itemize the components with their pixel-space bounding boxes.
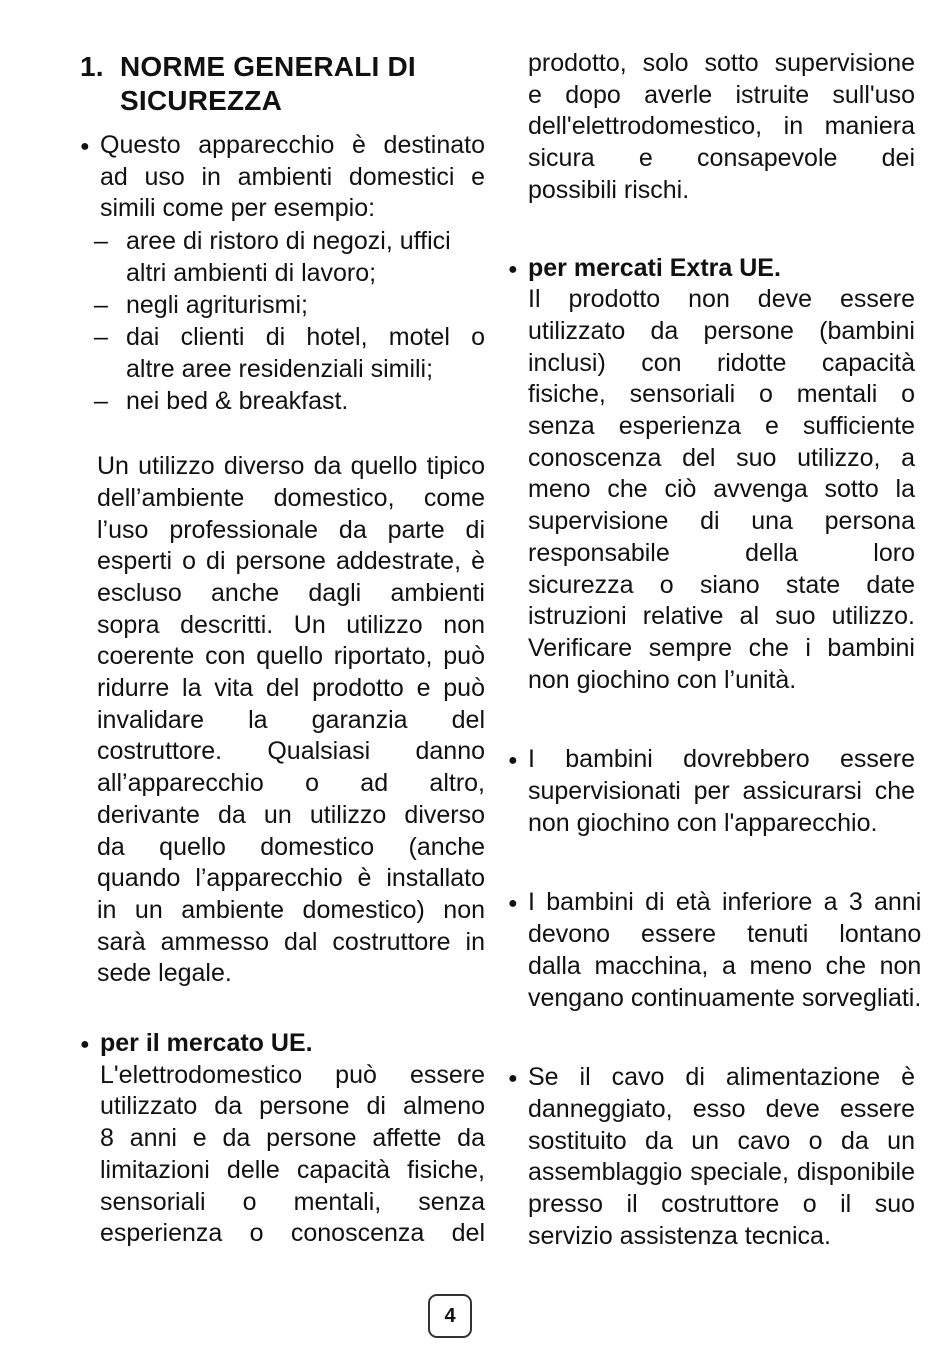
text-line: esperienza o conoscenza del <box>100 1219 485 1248</box>
text-line: esperti o di persone addestrate, è <box>97 547 485 576</box>
bullet-dot-icon: ● <box>508 1070 518 1088</box>
bullet-body <box>100 130 485 225</box>
text-line: negli agriturismi; <box>126 291 309 320</box>
text-line: senza esperienza e sufficiente <box>528 412 915 441</box>
list-item <box>80 321 485 385</box>
text-line: dell’ambiente domestico, come <box>97 483 485 512</box>
dash-icon: – <box>94 387 108 416</box>
text-line: all’apparecchio o ad altro, <box>97 769 485 798</box>
bullet-body <box>528 253 915 697</box>
text-line: responsabile della loro <box>528 538 915 567</box>
text-line: sede legale. <box>97 959 232 988</box>
text-line: sarà ammesso dal costruttore in <box>97 927 485 956</box>
text-line: sostituito da un cavo o da un <box>528 1126 915 1155</box>
text-line: 8 anni e da persone affette da <box>100 1124 485 1153</box>
text-line: Un utilizzo diverso da quello tipico <box>97 452 485 481</box>
text-line: sicurezza o siano state date <box>528 570 915 599</box>
bullet-body <box>528 744 915 839</box>
text-line: danneggiato, esso deve essere <box>528 1094 915 1123</box>
text-line: I bambini dovrebbero essere <box>528 745 915 774</box>
dash-icon: – <box>94 291 108 320</box>
text-line: limitazioni delle capacità fisiche, <box>100 1155 485 1184</box>
section-number: 1. <box>80 51 104 82</box>
text-line: fisiche, sensoriali o mentali o <box>528 380 915 409</box>
text-line: Il prodotto non deve essere <box>528 285 915 314</box>
section-title-line: NORME GENERALI DI <box>120 51 416 82</box>
dash-icon: – <box>94 323 108 352</box>
bullet-eu-market <box>80 1028 485 1250</box>
text-line: quando l’apparecchio è installato <box>97 864 485 893</box>
bullet-power-cable <box>508 1062 915 1252</box>
text-line: da quello domestico (anche <box>97 832 485 861</box>
environment-list <box>80 225 485 417</box>
text-line: istruzioni relative al suo utilizzo. <box>528 602 915 631</box>
list-item <box>80 385 485 417</box>
text-line: non giochino con l’unità. <box>528 665 797 694</box>
usage-paragraph <box>80 451 485 990</box>
text-line: supervisione di una persona <box>528 507 915 536</box>
bullet-dot-icon: ● <box>508 895 518 913</box>
text-line: non giochino con l'apparecchio. <box>528 808 878 837</box>
text-line: Verificare sempre che i bambini <box>528 633 915 662</box>
bullet-body <box>528 887 921 1014</box>
text-line: altri ambienti di lavoro; <box>126 259 377 288</box>
continued-paragraph <box>508 48 915 207</box>
text-line: dell'elettrodomestico, in maniera <box>528 112 915 141</box>
bullet-intended-use <box>80 130 485 225</box>
section-title-line: SICUREZZA <box>120 85 283 116</box>
text-line: nei bed & breakfast. <box>126 387 349 416</box>
text-line: Questo apparecchio è destinato <box>100 131 485 159</box>
bullet-dot-icon: ● <box>508 752 518 770</box>
text-line: aree di ristoro di negozi, uffici <box>126 227 451 256</box>
text-line: escluso anche dagli ambienti <box>97 578 485 607</box>
text-line: vengano continuamente sorvegliati. <box>528 983 922 1012</box>
text-line: sicura e consapevole dei <box>528 144 915 173</box>
text-line: utilizzato da persone di almeno <box>100 1092 485 1121</box>
text-line: assemblaggio speciale, disponibile <box>528 1158 915 1187</box>
text-line: inclusi) con ridotte capacità <box>528 348 915 377</box>
bullet-children-age <box>508 887 922 1014</box>
bullet-dot-icon: ● <box>80 138 90 155</box>
text-line: servizio assistenza tecnica. <box>528 1221 831 1250</box>
bullet-extra-eu-market <box>508 253 915 697</box>
text-line: simili come per esempio: <box>100 194 376 223</box>
bullet-body <box>100 1028 485 1250</box>
text-line: I bambini di età inferiore a 3 anni <box>528 888 922 917</box>
text-line: derivante da un utilizzo diverso <box>97 800 485 829</box>
text-line: invalidare la garanzia del <box>97 705 485 734</box>
text-line: utilizzato da persone (bambini <box>528 316 915 345</box>
text-line: sopra descritti. Un utilizzo non <box>97 610 485 639</box>
text-line: possibili rischi. <box>528 175 690 204</box>
text-line: dalla macchina, a meno che non <box>528 951 922 980</box>
text-line: L'elettrodomestico può essere <box>100 1060 485 1089</box>
bullet-dot-icon: ● <box>508 260 518 278</box>
page-number: 4 <box>428 1294 472 1338</box>
bullet-children-supervision <box>508 744 915 839</box>
text-line: prodotto, solo sotto supervisione <box>528 49 915 77</box>
section-heading <box>80 50 485 118</box>
text-line: costruttore. Qualsiasi danno <box>97 737 485 766</box>
text-line: presso il costruttore o il suo <box>528 1190 915 1219</box>
text-line: meno che ciò avvenga sotto la <box>528 475 915 504</box>
text-line: ad uso in ambienti domestici e <box>100 162 485 191</box>
bullet-body <box>528 48 915 207</box>
text-line: in un ambiente domestico) non <box>97 895 485 924</box>
text-line: e dopo averle istruite sull'uso <box>528 80 915 109</box>
list-item <box>80 289 485 321</box>
bullet-heading: per il mercato UE. <box>100 1029 313 1058</box>
bullet-body <box>528 1062 915 1252</box>
dash-icon: – <box>94 227 108 256</box>
text-line: supervisionati per assicurarsi che <box>528 777 915 806</box>
left-column <box>80 48 485 1250</box>
text-line: conoscenza del suo utilizzo, a <box>528 443 915 472</box>
text-line: l’uso professionale da parte di <box>97 515 485 544</box>
bullet-heading: per mercati Extra UE. <box>528 253 781 282</box>
text-line: Se il cavo di alimentazione è <box>528 1063 915 1092</box>
section-title <box>120 50 485 118</box>
text-line: coerente con quello riportato, può <box>97 642 485 671</box>
text-line: sensoriali o mentali, senza <box>100 1187 485 1216</box>
right-column <box>508 48 922 1253</box>
list-item <box>80 225 485 289</box>
bullet-dot-icon: ● <box>80 1036 90 1054</box>
text-line: dai clienti di hotel, motel o <box>126 323 485 352</box>
text-line: altre aree residenziali simili; <box>126 355 434 384</box>
text-line: devono essere tenuti lontano <box>528 920 922 949</box>
text-line: ridurre la vita del prodotto e può <box>97 674 485 703</box>
